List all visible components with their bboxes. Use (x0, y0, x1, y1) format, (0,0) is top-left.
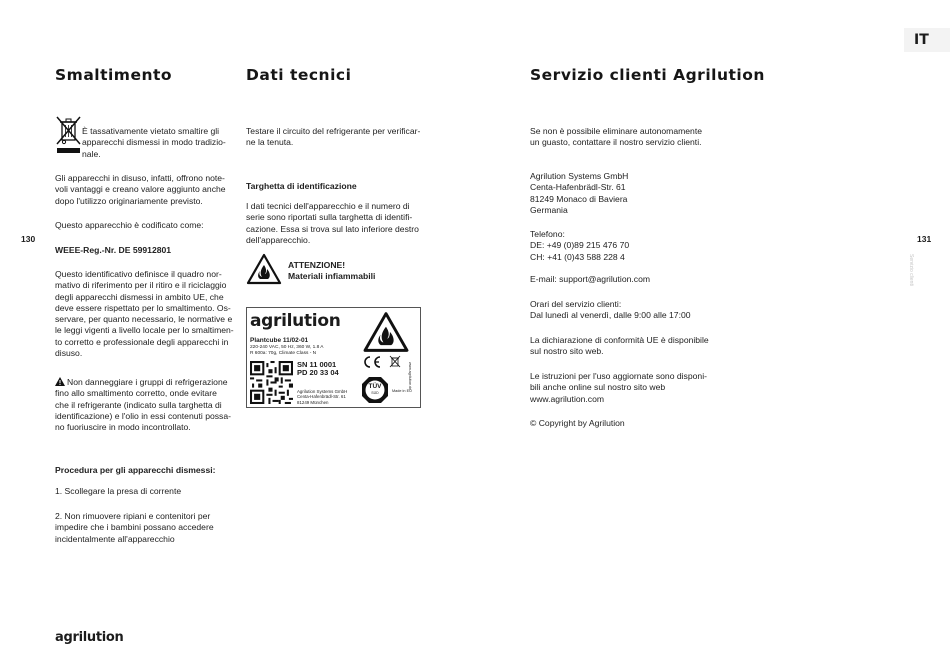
label-flammable-icon (362, 311, 410, 353)
side-section-label: Servizio clienti (908, 254, 914, 286)
tuv-seal-icon (361, 376, 389, 404)
warning-subtitle: Materiali infiammabili (288, 271, 376, 281)
service-email: E-mail: support@agrilution.com (530, 274, 651, 284)
section-title-customer-service: Servizio clienti Agrilution (530, 66, 765, 84)
copyright: © Copyright by Agrilution (530, 418, 625, 428)
disposal-paragraph-6: Non danneggiare i gruppi di refrigerazione fino allo smaltimento corretto, onde evitare che il refrigerante (indicato sulla targhetta di identificazione) e l'olio in essi contenuti possa- no fuoriuscire in modo incontrollato. (55, 377, 231, 433)
weee-registration: WEEE-Reg.-Nr. DE 59912801 (55, 245, 172, 255)
service-hours: Orari del servizio clienti: Dal lunedì al venerdì, dalle 9:00 alle 17:00 (530, 299, 691, 321)
service-phone: Telefono: DE: +49 (0)89 215 476 70 CH: +41 (0)43 588 228 4 (530, 229, 630, 262)
section-title-technical-data: Dati tecnici (246, 66, 352, 84)
nameplate-website: www.agrilution.de (408, 362, 412, 391)
nameplate-brand: agrilution (250, 311, 341, 331)
disposal-paragraph-2: Gli apparecchi in disuso, infatti, offrono note- voli vantaggi e creano valore aggiunto anche dopo l'utilizzo originariamente previsto. (55, 173, 226, 206)
nameplate-specs: 220-240 VAC, 50 Hz, 360 W, 1.8 A R 600a: 70g, Climate Class - N (250, 345, 324, 356)
warning-title: ATTENZIONE! (288, 260, 346, 270)
flammable-warning-icon (246, 253, 282, 285)
page-number-right: 131 (917, 234, 932, 244)
weee-bin-icon (55, 115, 82, 155)
footer-logo: agrilution (55, 630, 124, 645)
service-address: Agrilution Systems GmbH Centa-Hafenbrädl-Str. 61 81249 Monaco di Baviera Germania (530, 171, 629, 215)
language-label: IT (914, 32, 929, 48)
disposal-paragraph-5: Questo identificativo definisce il quadro nor- mativo di riferimento per il ritiro e il riciclaggio degli apparecchi dismessi in ambito UE, che deve essere rispettato per lo smaltimento. Os- servare, per quanto necessario, le normative e le leggi vigenti a livello locale per lo smaltimen- to corretto e professionale degli apparecchi in disuso. (55, 269, 234, 359)
decommission-step-2: 2. Non rimuovere ripiani e contenitori per impedire che i bambini possano accedere incidentalmente all'apparecchio (55, 511, 214, 544)
decommission-heading: Procedura per gli apparecchi dismessi: (55, 465, 216, 475)
disposal-paragraph-3: Questo apparecchio è codificato come: (55, 220, 204, 230)
disposal-paragraph-1: È tassativamente vietato smaltire gli apparecchi dismessi in modo tradizio- nale. (82, 126, 226, 159)
qr-code-icon (250, 361, 293, 404)
nameplate-heading: Targhetta di identificazione (246, 181, 357, 191)
decommission-step-1: 1. Scollegare la presa di corrente (55, 486, 182, 496)
nameplate-serial: SN 11 0001 (297, 360, 337, 369)
ce-mark-icon (362, 356, 382, 368)
nameplate-production-date: PD 20 33 04 (297, 368, 339, 377)
nameplate-made-in: Made in EU (392, 389, 412, 393)
tuv-seal-subtext: SÜD (371, 391, 379, 395)
technical-paragraph-1: Testare il circuito del refrigerante per verificar- ne la tenuta. (246, 126, 421, 148)
section-title-disposal: Smaltimento (55, 66, 173, 84)
label-weee-icon (389, 355, 401, 369)
language-tab (904, 28, 950, 52)
nameplate-model: Plantcube 11/02-01 (250, 337, 309, 344)
nameplate-address: Agrilution Systems GmbH Centa-Hafenbrädl-Str. 61 81249 München (297, 389, 348, 405)
tuv-seal-text: TÜV (368, 383, 382, 390)
technical-paragraph-3: I dati tecnici dell'apparecchio e il numero di serie sono riportati sulla targhetta di identifi- cazione. Essa si trova sul lato inferiore destro dell'apparecchio. (246, 201, 419, 245)
service-manuals: Le istruzioni per l'uso aggiornate sono disponi- bili anche online sul nostro sito web www.agrilution.com (530, 371, 707, 404)
page-number-left: 130 (21, 234, 36, 244)
service-conformity: La dichiarazione di conformità UE è disponibile sul nostro sito web. (530, 335, 709, 357)
service-paragraph-1: Se non è possibile eliminare autonomamente un guasto, contattare il nostro servizio clienti. (530, 126, 702, 148)
nameplate-image (246, 307, 421, 408)
